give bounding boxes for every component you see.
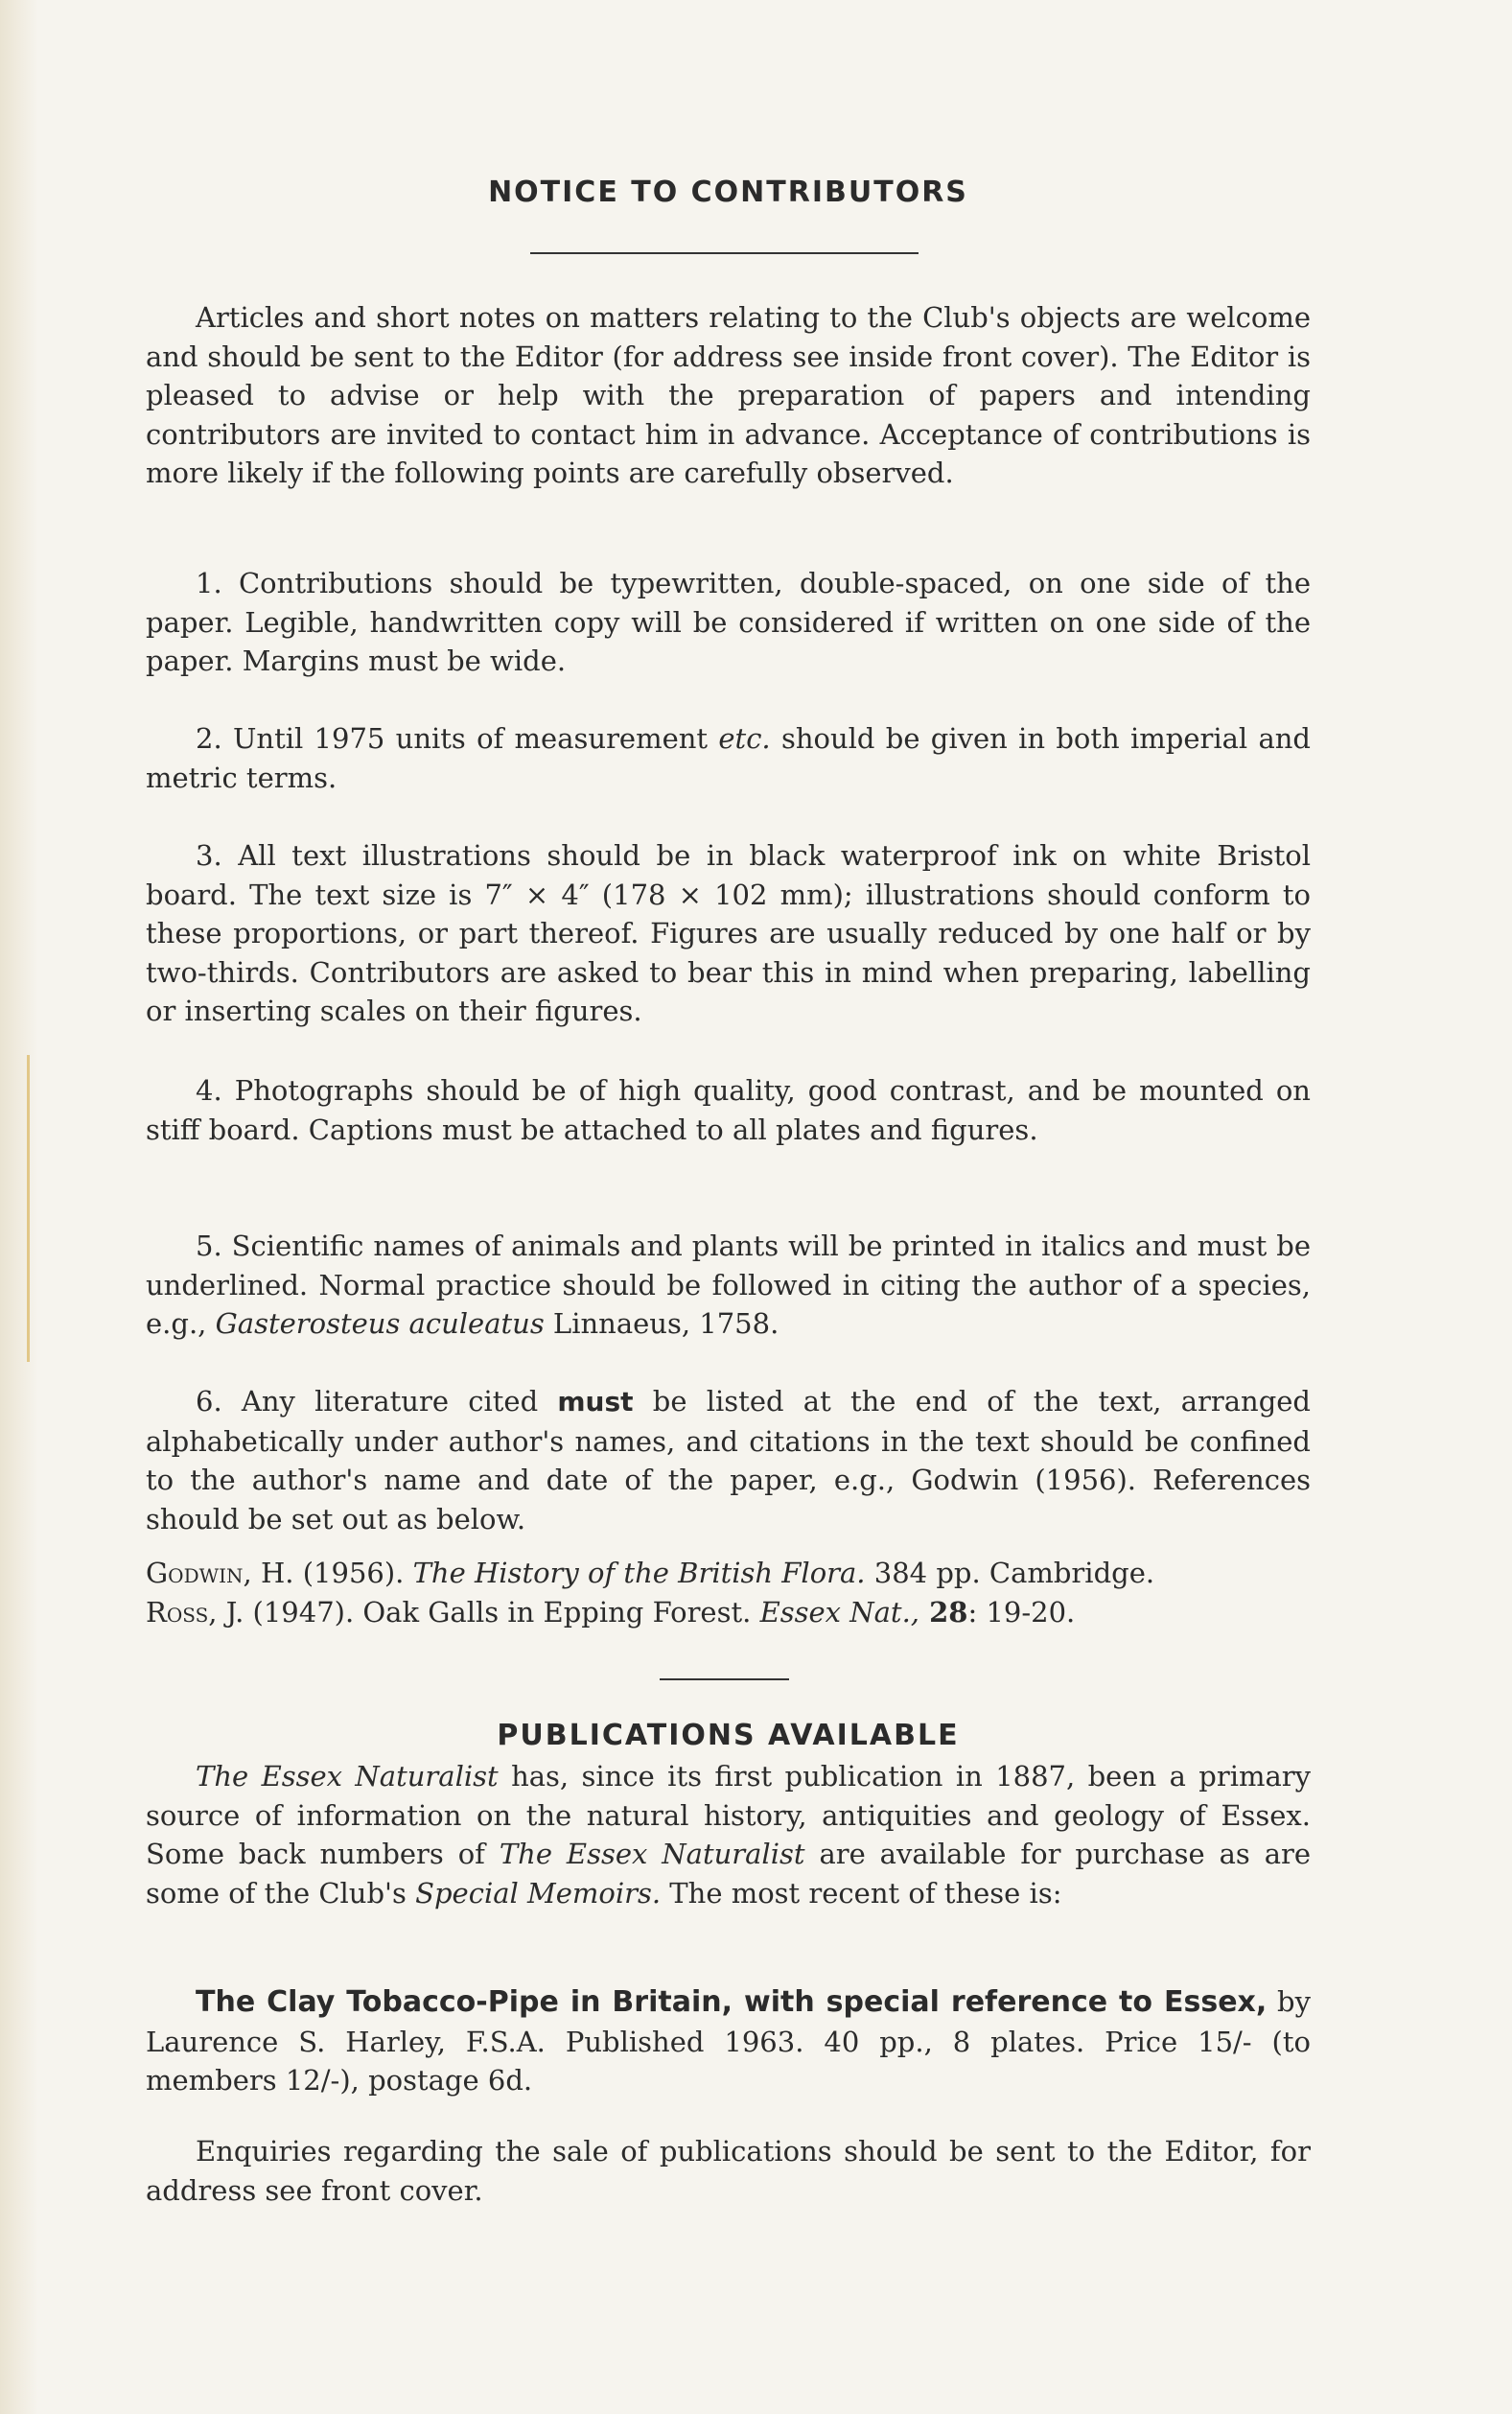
ref-ross-volume: 28 [919,1596,968,1629]
point-2-text-a: 2. Until 1975 units of measurement [196,722,719,755]
binding-edge [0,0,38,2414]
point-6-must: must [557,1386,634,1418]
publications-text-c: The most recent of these is: [661,1876,1062,1910]
point-6-text-b: be listed at the end of the text, arranged alphabetically under author's names, and citations in the text should be confined to the author's name and date of the paper, e.g., Godwin (1956). References should be set out as below. [146,1385,1311,1535]
book-details: by Laurence S. Harley, F.S.A. Published 1963. 40 pp., 8 plates. Price 15/- (to members 12/-), postage 6d. [146,1985,1311,2097]
point-2 [146,719,1311,797]
point-2-etc: etc. [718,722,771,755]
book-title: The Clay Tobacco-Pipe in Britain, with special reference to Essex, [196,1985,1268,2019]
point-5-species: Gasterosteus aculeatus [215,1307,545,1340]
ref-ross-text-a: J. (1947). Oak Galls in Epping Forest. [217,1596,760,1629]
section-divider [660,1678,789,1680]
point-4: 4. Photographs should be of high quality, good contrast, and be mounted on stiff board. Captions must be attached to all plates and figures. [146,1074,1311,1146]
publications-title-2: The Essex Naturalist [499,1838,805,1870]
point-5-text-a: 5. Scientific names of animals and plants will be printed in italics and must be underlined. Normal practice should be followed in citing the author of a species, e.g., [146,1230,1311,1340]
point-6-text-a: 6. Any literature cited [196,1385,558,1418]
point-5-text-b: Linnaeus, 1758. [544,1307,779,1340]
publications-text-b: are available for purchase as are some of the Club's [146,1838,1312,1910]
ref-godwin-author: Godwin, [146,1557,252,1589]
intro-paragraph: Articles and short notes on matters relating to the Club's objects are welcome and should be sent to the Editor (for address see inside front cover). The Editor is pleased to advise or help with the preparation of papers and intending contributors are invited to contact him in advance. Acceptance of contributions is more likely if the following points are carefully observed. [146,301,1311,489]
publications-title-3: Special Memoirs. [415,1876,662,1910]
point-6 [146,1382,1311,1538]
reference-ross [146,1593,1311,1631]
publications-title-1: The Essex Naturalist [196,1760,499,1793]
publications-intro [146,1757,1311,1912]
ref-godwin-title: The History of the British Flora. [412,1557,866,1589]
point-2-text-b: should be given in both imperial and metric terms. [146,722,1311,794]
ref-godwin-text-a: H. (1956). [251,1557,413,1589]
point-5 [146,1227,1311,1344]
publications-heading: PUBLICATIONS AVAILABLE [497,1719,960,1752]
ref-ross-text-b: : 19-20. [967,1596,1076,1629]
book-listing [146,1982,1311,2100]
ref-ross-journal: Essex Nat., [759,1596,920,1629]
enquiries-paragraph: Enquiries regarding the sale of publications should be sent to the Editor, for address see front cover. [146,2135,1311,2207]
reference-godwin [146,1554,1311,1592]
heading-divider [530,252,919,254]
point-3: 3. All text illustrations should be in black waterproof ink on white Bristol board. The text size is 7″ × 4″ (178 × 102 mm); illustrations should conform to these proportions, or part thereof. Figures are usually reduced by one half or by two-thirds. Contributors are asked to bear this in mind when preparing, labelling or inserting scales on their figures. [146,839,1311,1027]
ref-godwin-text-b: 384 pp. Cambridge. [865,1557,1155,1589]
publications-text-a: has, since its first publication in 1887, been a primary source of information on the natural history, antiquities and geology of Essex. Some back numbers of [146,1760,1311,1870]
ref-ross-author: Ross, [146,1596,218,1629]
binding-stain [27,1055,30,1362]
notice-heading: NOTICE TO CONTRIBUTORS [488,176,968,209]
point-1: 1. Contributions should be typewritten, double-spaced, on one side of the paper. Legible, handwritten copy will be considered if written on one side of the paper. Margins must be wide. [146,567,1311,677]
